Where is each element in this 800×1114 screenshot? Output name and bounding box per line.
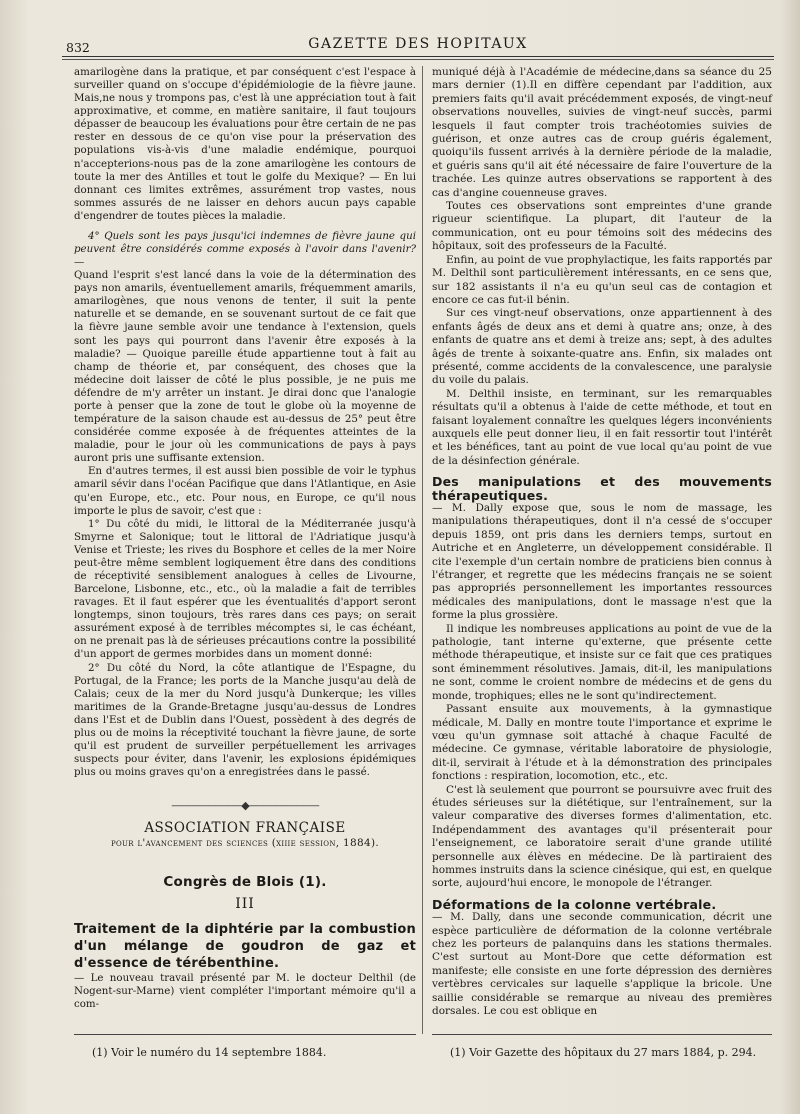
section-heading-manipulations: Des manipulations et des mouvements thérapeutiques. bbox=[432, 474, 772, 503]
footnote-rule bbox=[432, 1034, 772, 1035]
ornamental-separator: ———————◆——————— bbox=[171, 799, 319, 813]
footnote-left: (1) Voir le numéro du 14 septembre 1884. bbox=[92, 1046, 327, 1059]
association-title: ASSOCIATION FRANÇAISE bbox=[144, 820, 346, 837]
paragraph: Enfin, au point de vue prophylactique, les faits rapportés par M. Delthil sont particulièrement intéressants, en ce sens que, sur 182 assistants il n'a eu qu'un seul cas de contagion et encore ce cas fut-il bénin. bbox=[432, 253, 772, 306]
section-question-heading: 4° Quels sont les pays jusqu'ici indemnes de fièvre jaune qui peuvent être considérés comme exposés à l'avoir dans l'avenir? — bbox=[74, 229, 416, 269]
paragraph: 2° Du côté du Nord, la côte atlantique de l'Espagne, du Portugal, de la France; les ports de la Manche jusqu'au delà de Calais; ceux de la mer du Nord jusqu'à Dunkerque; les villes maritimes de la Grande-Bretagne jusqu'au-dessus de Londres dans l'Est et de Dublin dans l'Ouest, possèdent à des degrés de plus ou de moins la réceptivité touchant la fièvre jaune, de sorte qu'il est prudent de surveiller perpétuellement les arrivages suspects pour éviter, dans l'avenir, les explosions épidémiques plus ou moins graves qu'on a enregistrées dans le passé. bbox=[74, 661, 416, 779]
running-title: GAZETTE DES HOPITAUX bbox=[308, 36, 528, 52]
paragraph: amarilogène dans la pratique, et par conséquent c'est l'espace à surveiller quand on s'occupe d'épidémiologie de la fièvre jaune. Mais,ne nous y trompons pas, c'est là une appréciation tout à fait approximative, et comme, en matière sanitaire, il faut toujours dépasser de beaucoup les évaluations pour être certain de ne pas rester en dessous de ce qu'on vise pour la préservation des populations vis-à-vis d'une maladie endémique, pourquoi n'accepterions-nous pas de la zone amarilogène les contours de toute la mer des Antilles et tout le golfe du Mexique? — En lui donnant ces limites extrêmes, assurément trop vastes, nous sommes assurés de ne laisser en dehors aucun pays capable d'engendrer de toutes pièces la maladie. bbox=[74, 66, 416, 222]
column-divider bbox=[422, 66, 423, 1034]
footnote-right: (1) Voir Gazette des hôpitaux du 27 mars 1884, p. 294. bbox=[450, 1046, 757, 1059]
page-number: 832 bbox=[66, 40, 90, 55]
section-heading-deformations: Déformations de la colonne vertébrale. bbox=[432, 896, 717, 912]
paragraph: Passant ensuite aux mouvements, à la gymnastique médicale, M. Dally en montre toute l'importance et exprime le vœu qu'un gymnase soit attaché à chaque Faculté de médecine. Ce gymnase, véritable laboratoire de physiologie, dit-il, servirait à l'étude et à la démonstration des principales fonctions : respiration, locomotion, etc., etc. bbox=[432, 703, 772, 783]
paragraph: muniqué déjà à l'Académie de médecine,dans sa séance du 25 mars dernier (1).Il en diffère cependant par l'addition, aux premiers faits qu'il avait précédemment exposés, de vingt-neuf observations nouvelles, suivies de vingt-neuf succès, parmi lesquels il faut compter trois trachéotomies suivies de guérison, et onze autres cas de croup guéris également, quoiqu'ils fussent arrivés à la dernière période de la maladie, et guéris sans qu'il ait été nécessaire de faire l'ouverture de la trachée. Les quinze autres observations se rapportent à des cas d'angine couenneuse graves. bbox=[432, 66, 772, 199]
paragraph: Toutes ces observations sont empreintes d'une grande rigueur scientifique. La plupart, dit l'auteur de la communication, ont eu pour témoins soit des médecins des hôpitaux, soit des professeurs de la Faculté. bbox=[432, 200, 772, 253]
paragraph: En d'autres termes, il est aussi bien possible de voir le typhus amaril sévir dans l'océan Pacifique que dans l'Atlantique, en Asie qu'en Europe, etc., etc. Pour nous, en Europe, ce qu'il nous importe le plus de savoir, c'est que : bbox=[74, 465, 416, 517]
paragraph: Sur ces vingt-neuf observations, onze appartiennent à des enfants âgés de deux ans et demi à quatre ans; onze, à des enfants de quatre ans et demi à treize ans; sept, à des adultes âgés de trente à soixante-quatre ans. Enfin, six malades ont présenté, comme accidents de la convalescence, une paralysie du voile du palais. bbox=[432, 307, 772, 387]
article-title: Traitement de la diphtérie par la combustion d'un mélange de goudron de gaz et d'essence de térébenthine. bbox=[74, 921, 416, 971]
header-rule bbox=[62, 56, 774, 57]
footnote-rule bbox=[74, 1034, 416, 1035]
right-column bbox=[432, 66, 772, 1018]
left-column bbox=[74, 66, 416, 1011]
paragraph: M. Delthil insiste, en terminant, sur les remarquables résultats qu'il a obtenus à l'aide de cette méthode, et tout en faisant loyalement connaître les quelques légers inconvénients auxquels elle peut donner lieu, il en fait ressortir tout l'intérêt et les bénéfices, tant au point de vue local qu'au point de vue de la désinfection générale. bbox=[432, 387, 772, 467]
paragraph: Quand l'esprit s'est lancé dans la voie de la détermination des pays non amarils, éventuellement amarils, fréquemment amarils, amarilogènes, que nous venons de tenter, il suit la pente naturelle et se demande, en se souvenant surtout de ce fait que la fièvre jaune semble avoir une tendance à l'extension, quels sont les pays qui pourront dans l'avenir être exposés à la maladie? — Quoique pareille étude appartienne tout à fait au champ de théorie et, par conséquent, des choses que la médecine doit laisser de côté le plus possible, je ne puis me défendre de m'y arrêter un instant. Je dirai donc que l'analogie porte à penser que la zone de tout le globe où la moyenne de température de la saison chaude est au-dessus de 25° peut être considérée comme exposée à de fréquentes atteintes de la maladie, pour le jour où les communications de pays à pays auront pris une suffisante extension. bbox=[74, 269, 416, 465]
congress-heading: Congrès de Blois (1). bbox=[163, 874, 327, 891]
paragraph: — M. Dally expose que, sous le nom de massage, les manipulations thérapeutiques, dont il n'a cessé de s'occuper depuis 1859, ont pris dans les derniers temps, surtout en Autriche et en Angleterre, un développement considérable. Il cite l'exemple d'un certain nombre de praticiens bien connus à l'étranger, et regrette que les médecins français ne se soient pas appropriés personnellement les importantes ressources médicales des manipulations, dont le massage n'est que la forme la plus grossière. bbox=[432, 502, 772, 622]
paragraph: 1° Du côté du midi, le littoral de la Méditerranée jusqu'à Smyrne et Salonique; tout le littoral de l'Adriatique jusqu'à Venise et Trieste; les rives du Bosphore et celles de la mer Noire peut-être même semblent logiquement être dans des conditions de réceptivité sensiblement analogues à celles de Livourne, Barcelone, Lisbonne, etc., etc., où la maladie a fait de terribles ravages. Et il faut espérer que les éventualités d'apport seront longtemps, sinon toujours, très rares dans ces pays; on serait assurément exposé à de terribles mécomptes si, le cas échéant, on ne prenait pas là de sérieuses précautions contre la possibilité d'un apport de germes morbides dans un moment donné: bbox=[74, 517, 416, 661]
paragraph: C'est là seulement que pourront se poursuivre avec fruit des études sérieuses sur la diététique, sur l'entraînement, sur la valeur comparative des diverses formes d'alimentation, etc. Indépendamment des avantages qu'il présenterait pour l'enseignement, ce laboratoire serait d'une grande utilité personnelle aux élèves en médecine. De là partiraient des hommes instruits dans la science cinésique, qui est, en quelque sorte, aujourd'hui encore, le monopole de l'étranger. bbox=[432, 783, 772, 890]
paragraph: Il indique les nombreuses applications au point de vue de la pathologie, tant interne qu'externe, que présente cette méthode thérapeutique, et insiste sur ce fait que ces pratiques sont éminemment résolutives. Jamais, dit-il, les manipulations ne sont, comme le croient nombre de médecins et de gens du monde, trophiques; elles ne le sont qu'indirectement. bbox=[432, 622, 772, 702]
paragraph: — Le nouveau travail présenté par M. le docteur Delthil (de Nogent-sur-Marne) vient compléter l'important mémoire qu'il a com- bbox=[74, 971, 416, 1010]
header-rule-secondary bbox=[62, 59, 774, 60]
paragraph: — M. Dally, dans une seconde communication, décrit une espèce particulière de déformation de la colonne vertébrale chez les porteurs de palanquins dans les stations thermales. C'est surtout au Mont-Dore que cette déformation est manifeste; elle consiste en une forte dépression des dernières vertèbres cervicales sur laquelle s'applique la bricole. Une saillie considérable se remarque au niveau des premières dorsales. Le cou est oblique en bbox=[432, 911, 772, 1018]
page-header bbox=[62, 32, 774, 54]
part-number: III bbox=[235, 895, 255, 912]
association-subtitle: pour l'avancement des sciences (xiiie session, 1884). bbox=[111, 837, 379, 850]
